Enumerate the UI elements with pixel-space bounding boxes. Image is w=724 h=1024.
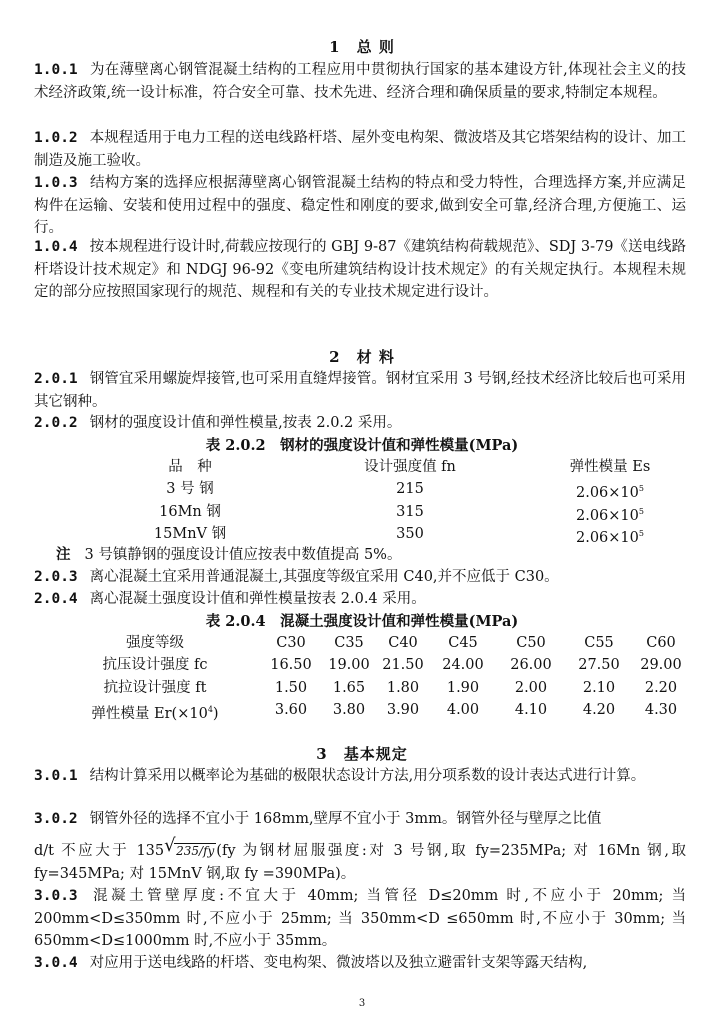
cell-value: 4.20 [582,702,616,718]
clause-1-0-2 [34,127,686,172]
header-grade: C50 [516,635,546,651]
table-2-0-4-header [0,632,724,654]
clause-number: 1.0.4 [34,239,78,255]
cell-value: 1.65 [332,680,366,696]
table-row [0,478,724,500]
cell-value: 2.00 [514,680,548,696]
clause-number: 2.0.3 [34,569,78,585]
clause-1-0-4 [34,236,686,304]
clause-number: 2.0.4 [34,591,78,607]
cell-es-base: 2.06×10 [576,485,639,501]
cell-value: 2.10 [582,680,616,696]
table-2-0-4-caption: 表 2.0.4 混凝土强度设计值和弹性模量(MPa) [205,613,519,630]
table-2-0-2-note [56,544,686,566]
cell-kind: 3 号 钢 [166,481,214,497]
clause-1-0-3 [34,172,686,240]
clause-2-0-4 [34,588,686,611]
cell-value: 26.00 [510,657,552,673]
cell-value: 3.90 [386,702,420,718]
cell-fn: 350 [396,526,424,542]
section-3-title: 3 基本规定 [316,745,408,763]
clause-number: 2.0.1 [34,371,78,387]
cell-kind: 16Mn 钢 [159,504,221,520]
header-grade: C40 [388,635,418,651]
clause-text: 钢管宜采用螺旋焊接管,也可采用直缝焊接管。钢材宜采用 3 号钢,经技术经济比较后也可采用其它钢种。 [34,371,686,410]
cell-value: 1.90 [446,680,480,696]
cell-es-exp: 5 [638,484,644,493]
header-es: 弹性模量 Es [569,459,651,475]
cell-es-base: 2.06×10 [576,530,639,546]
clause-text-c: (fy 为钢材屈服强度:对 3 号钢,取 fy=235MPa; 对 16Mn 钢,取 fy=345MPa; 对 15MnV 钢,取 fy =390MPa)。 [34,843,686,882]
clause-text: 钢材的强度设计值和弹性模量,按表 2.0.2 采用。 [89,415,402,431]
table-row [0,523,724,545]
cell-value: 3.80 [332,702,366,718]
clause-text: 为在薄壁离心钢管混凝土结构的工程应用中贯彻执行国家的基本建设方针,体现社会主义的技术经济政策,统一设计标准，符合安全可靠、技术先进、经济合理和确保质量的要求,特制定本规程。 [34,62,686,101]
row-label [70,699,240,725]
sqrt-expression [164,840,216,863]
sqrt-radicand: 235/fy [176,844,215,858]
clause-number: 3.0.1 [34,768,78,784]
cell-value: 29.00 [640,657,682,673]
cell-value: 4.30 [644,702,678,718]
clause-text: 结构方案的选择应根据薄壁离心钢管混凝土结构的特点和受力特性，合理选择方案,并应满足构件在运输、安装和使用过程中的强度、稳定性和刚度的要求,做到安全可靠,经济合理,方便施工、运行。 [34,175,686,236]
table-row [0,501,724,523]
cell-es-exp: 5 [638,507,644,516]
header-kind: 品 种 [168,459,212,475]
clause-text: 本规程适用于电力工程的送电线路杆塔、屋外变电构架、微波塔及其它塔架结构的设计、加工制造及施工验收。 [34,130,686,169]
clause-text-a: 钢管外径的选择不宜小于 168mm,壁厚不宜小于 3mm。钢管外径与壁厚之比值 [89,811,602,827]
header-grade: C30 [276,635,306,651]
header-grade-label: 强度等级 [126,635,184,651]
cell-fn: 215 [396,481,424,497]
table-row [0,654,724,676]
cell-value: 24.00 [442,657,484,673]
cell-value: 27.50 [578,657,620,673]
clause-2-0-1 [34,368,686,413]
cell-value: 16.50 [270,657,312,673]
row-label-exp: 4 [207,705,213,714]
cell-es-exp: 5 [638,529,644,538]
header-grade: C45 [448,635,478,651]
clause-text: 混凝土管壁厚度:不宜大于 40mm; 当管径 D≤20mm 时,不应小于 20mm; 当 200mm<D≤350mm 时,不应小于 25mm; 当 350mm<D ≤650mm 时,不应小于 30mm; 当 650mm<D≤1000mm 时,不应小于 35mm。 [34,888,686,949]
clause-3-0-2 [34,808,686,831]
clause-3-0-1 [34,765,686,788]
cell-value: 4.00 [446,702,480,718]
header-grade: C55 [584,635,614,651]
cell-value: 1.50 [274,680,308,696]
clause-text: 按本规程进行设计时,荷载应按现行的 GBJ 9-87《建筑结构荷载规范》、SDJ 3-79《送电线路杆塔设计技术规定》和 NDGJ 96-92《变电所建筑结构设计技术规定》的有关规定执行。本规程未规定的部分应按照国家现行的规范、规程和有关的专业技术规定进行设计。 [34,239,686,300]
clause-1-0-1 [34,59,686,104]
table-2-0-2-caption: 表 2.0.2 钢材的强度设计值和弹性模量(MPa) [205,437,519,454]
clause-text: 结构计算采用以概率论为基础的极限状态设计方法,用分项系数的设计表达式进行计算。 [89,768,646,784]
clause-3-0-4 [34,952,686,975]
cell-value: 3.60 [274,702,308,718]
clause-number: 3.0.4 [34,955,78,971]
cell-kind: 15MnV 钢 [153,526,227,542]
cell-value: 4.10 [514,702,548,718]
clause-number: 1.0.2 [34,130,78,146]
header-grade: C60 [646,635,676,651]
table-row [0,677,724,699]
clause-text: 离心混凝土宜采用普通混凝土,其强度等级宜采用 C40,并不应低于 C30。 [89,569,559,585]
page-number: 3 [358,998,366,1009]
row-label-base: 弹性模量 Er(×10 [91,706,208,722]
clause-3-0-3 [34,885,686,953]
section-2-title: 2 材 料 [329,348,395,366]
row-label: 抗拉设计强度 ft [103,680,207,696]
cell-value: 21.50 [382,657,424,673]
header-grade: C35 [334,635,364,651]
cell-es-base: 2.06×10 [576,508,639,524]
table-2-0-2-header [0,456,724,478]
cell-fn: 315 [396,504,424,520]
table-row [0,699,724,721]
clause-text-b: d/t 不应大于 135 [34,843,165,859]
clause-text: 对应用于送电线路的杆塔、变电构架、微波塔以及独立避雷针支架等露天结构, [89,955,588,971]
row-label-end: ) [212,706,219,722]
cell-value: 2.20 [644,680,678,696]
clause-number: 1.0.1 [34,62,78,78]
cell-value: 1.80 [386,680,420,696]
clause-number: 1.0.3 [34,175,78,191]
row-label: 抗压设计强度 fc [102,657,208,673]
note-text: 3 号镇静钢的强度设计值应按表中数值提高 5%。 [84,547,402,563]
clause-number: 3.0.3 [34,888,78,904]
clause-2-0-3 [34,566,686,589]
section-1-title: 1 总 则 [329,38,395,56]
clause-text: 离心混凝土强度设计值和弹性模量按表 2.0.4 采用。 [89,591,426,607]
note-label: 注 [56,546,71,563]
header-fn: 设计强度值 fn [364,459,456,475]
clause-number: 2.0.2 [34,415,78,431]
clause-2-0-2 [34,412,686,435]
cell-value: 19.00 [328,657,370,673]
clause-3-0-2-cont [34,840,686,885]
clause-number: 3.0.2 [34,811,78,827]
